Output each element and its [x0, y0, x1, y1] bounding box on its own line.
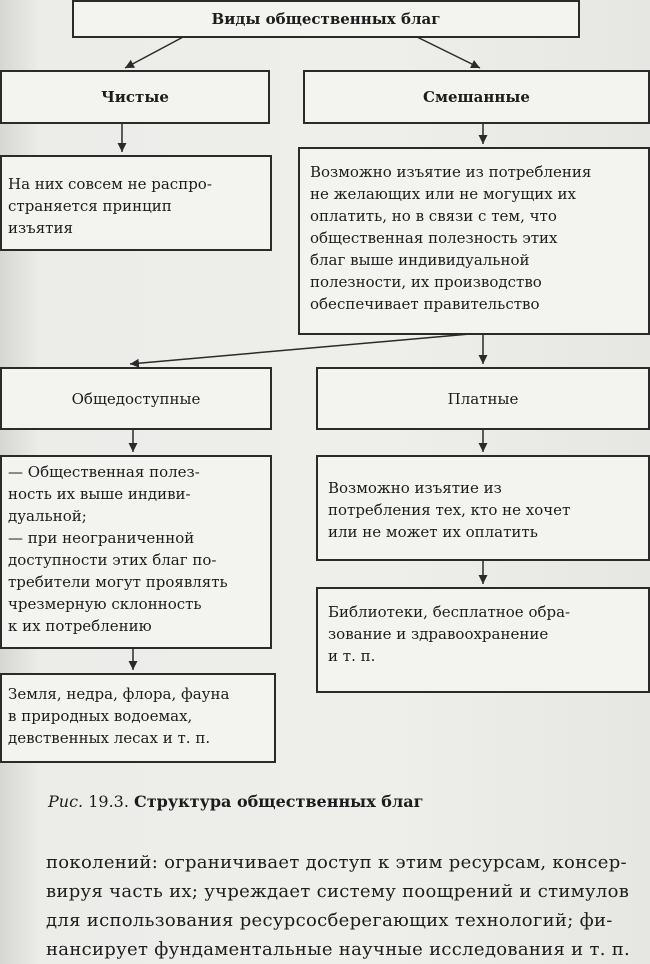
caption-number: 19.3.	[88, 792, 129, 811]
arrow-root-to-pure	[125, 36, 185, 68]
node-public-goods-types-label: Виды общественных благ	[211, 10, 441, 28]
body-paragraph: поколений: ограничивает доступ к этим ресурсам, консер- вируя часть их; учреждает систему поощрений и стимулов для использования ресурсосберегающих технологий; фи- нансирует фундаментальные научные исследования и т. п.	[46, 852, 631, 960]
node-paid-examples-text: Библиотеки, бесплатное обра- зование и здравоохранение и т. п.	[328, 603, 571, 665]
node-paid-examples	[316, 587, 650, 693]
node-public-access-description	[0, 455, 272, 649]
node-pure-goods	[0, 70, 270, 124]
node-public-access-examples-text: Земля, недра, флора, фауна в природных водоемах, девственных лесах и т. п.	[8, 685, 230, 747]
node-paid-description	[316, 455, 650, 561]
node-mixed-description-text: Возможно изъятие из потребления не желающих или не могущих их оплатить, но в связи с тем, что общественная полезность этих благ выше индивидуальной полезности, их производство обеспечивает правительство	[310, 163, 592, 313]
node-public-access-description-text: — Общественная полез- ность их выше индиви- дуальной; — при неограниченной доступности этих благ по- требители могут проявлять чрезмерную склонность к их потреблению	[8, 463, 228, 635]
node-pure-description	[0, 155, 272, 251]
caption-prefix: Рис.	[48, 792, 84, 811]
caption-title: Структура общественных благ	[134, 792, 424, 811]
node-public-access-goods-label: Общедоступные	[71, 389, 201, 408]
arrow-mixed-to-public	[130, 334, 470, 364]
node-mixed-description	[298, 147, 650, 335]
node-mixed-goods	[303, 70, 650, 124]
node-public-goods-types	[72, 0, 580, 38]
figure-caption	[48, 792, 423, 811]
node-paid-description-text: Возможно изъятие из потребления тех, кто не хочет или не может их оплатить	[328, 479, 571, 541]
node-paid-goods-label: Платные	[447, 389, 519, 408]
node-paid-goods	[316, 367, 650, 430]
node-public-access-examples	[0, 673, 276, 763]
arrow-root-to-mixed	[415, 36, 480, 68]
node-mixed-goods-label: Смешанные	[423, 88, 530, 106]
node-pure-description-text: На них совсем не распро- страняется принцип изъятия	[8, 175, 212, 237]
node-pure-goods-label: Чистые	[101, 88, 169, 106]
node-public-access-goods	[0, 367, 272, 430]
